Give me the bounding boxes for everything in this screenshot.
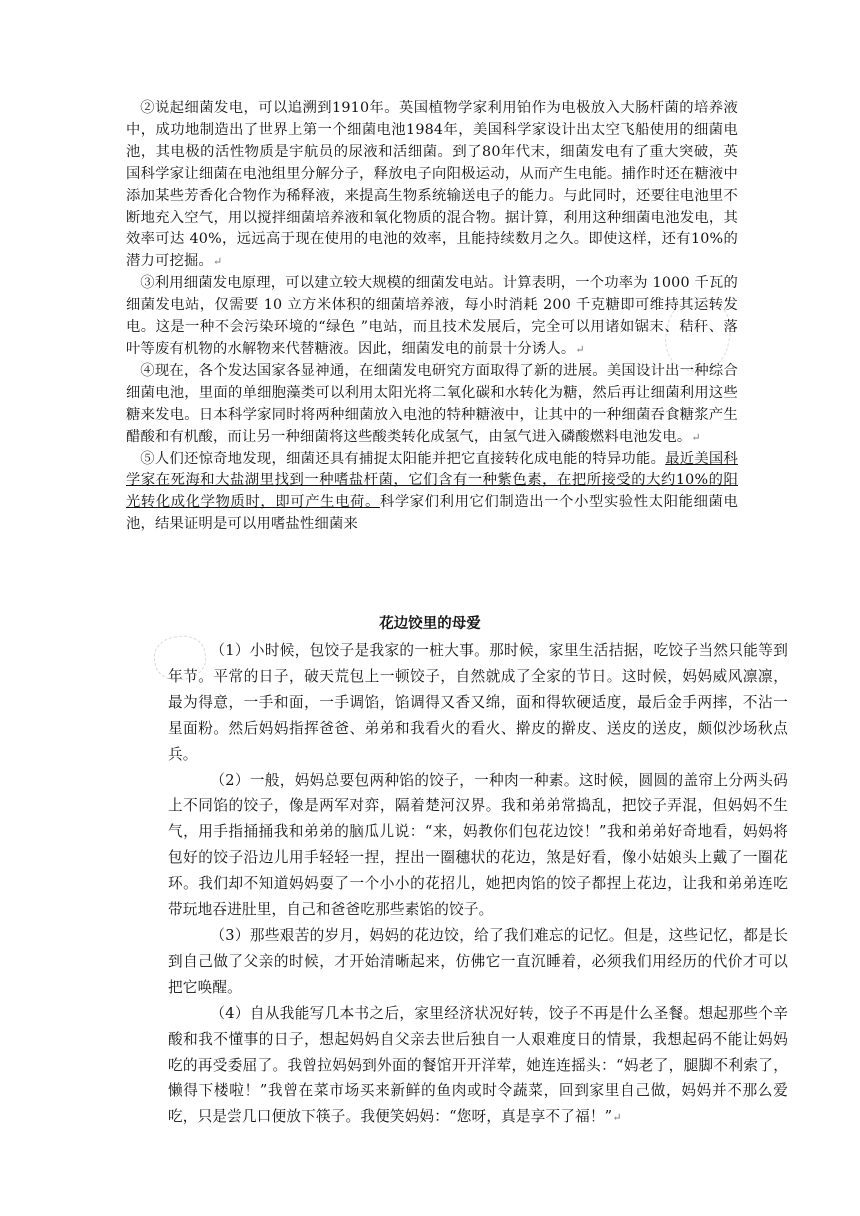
essay-paragraph-1: （1）小时候，包饺子是我家的一桩大事。那时候，家里生活拮据，吃饺子当然只能等到年节。平常的日子，破天荒包上一顿饺子，自然就成了全家的节日。这时候，妈妈威风凛凛，最为得意，一手和面，一手调馅，馅调得又香又绵，面和得软硬适度，最后金手两摔，不沾一星面粉。然后妈妈指挥爸爸、弟弟和我看火的看火、擀皮的擀皮、送皮的送皮，颇似沙场秋点兵。 <box>168 642 788 763</box>
paragraph-2: ②说起细菌发电，可以追溯到1910年。英国植物学家利用铂作为电极放入大肠杆菌的培养液中，成功地制造出了世界上第一个细菌电池1984年，美国科学家设计出太空飞船使用的细菌电池，其电极的活性物质是宇航员的尿液和活细菌。到了80年代末，细菌发电有了重大突破，英国科学家让细菌在电池组里分解分子，释放电子向阳极运动，从而产生电能。捕作时还在糖液中添加某些芳香化合物作为稀释液，来提高生物系统输送电子的能力。与此同时，还要往电池里不断地充入空气，用以搅拌细菌培养液和氧化物质的混合物。据计算，利用这种细菌电池发电，其效率可达 40%，远远高于现在使用的电池的效率，且能持续数月之久。即使这样，还有10%的潜力可挖掘。↵ <box>126 100 738 270</box>
essay-passage <box>168 638 788 1131</box>
paragraph-mark: ↵ <box>612 1111 622 1125</box>
paragraph-mark: ↵ <box>575 342 585 356</box>
science-passage <box>126 98 738 536</box>
essay-title: 花边饺里的母爱 <box>379 616 481 632</box>
essay-paragraph-4: （4）自从我能写几本书之后，家里经济状况好转，饺子不再是什么圣餐。想起那些个辛酸和我不懂事的日子，想起妈妈自父亲去世后独自一人艰难度日的情景，我想起码不能让妈妈吃的再受委屈了。我曾拉妈妈到外面的餐馆开开洋荤，她连连摇头：“妈老了，腿脚不利索了，懒得下楼啦！”我曾在菜市场买来新鲜的鱼肉或时令蔬菜，回到家里自己做，妈妈并不那么爱吃，只是尝几口便放下筷子。我便笑妈妈：“您呀，真是享不了福！”↵ <box>168 1004 788 1126</box>
paragraph-mark: ↵ <box>691 430 701 444</box>
paragraph-3: ③利用细菌发电原理，可以建立较大规模的细菌发电站。计算表明，一个功率为 1000 千瓦的细菌发电站，仅需要 10 立方米体积的细菌培养液，每小时消耗 200 千克糖即可维持其运转发电。这是一种不会污染环境的“绿色 ”电站，而且技术发展后，完全可以用诸如锯末、秸秆、落叶等废有机物的水解物来代替糖液。因此，细菌发电的前景十分诱人。↵ <box>126 275 738 357</box>
essay-paragraph-2: （2）一般，妈妈总要包两种馅的饺子，一种肉一种素。这时候，圆圆的盖帘上分两头码上不同馅的饺子，像是两军对弈，隔着楚河汉界。我和弟弟常捣乱，把饺子弄混，但妈妈不生气，用手指捅捅我和弟弟的脑瓜儿说：“来，妈教你们包花边饺！”我和弟弟好奇地看，妈妈将包好的饺子沿边儿用手轻轻一捏，捏出一圈穗状的花边，煞是好看，像小姑娘头上戴了一圈花环。我们却不知道妈妈耍了一个小小的花招儿，她把肉馅的饺子都捏上花边，让我和弟弟连吃带玩地吞进肚里，自己和爸爸吃那些素馅的饺子。 <box>168 771 788 919</box>
paragraph-mark: ↵ <box>212 255 223 269</box>
paragraph-5: ⑤人们还惊奇地发现，细菌还具有捕捉太阳能并把它直接转化成电能的特异功能。最近美国科学家在死海和大盐湖里找到一种嗜盐杆菌，它们含有一种紫色素，在把所接受的大约10%的阳光转化成化学物质时，即可产生电荷。科学家们利用它们制造出一个小型实验性太阳能细菌电池，结果证明是可以用嗜盐性细菌来 <box>126 450 739 533</box>
essay-paragraph-3: （3）那些艰苦的岁月，妈妈的花边饺，给了我们难忘的记忆。但是，这些记忆，都是长到自己做了父亲的时候，才开始清晰起来，仿佛它一直沉睡着，必须我们用经历的代价才可以把它唤醒。 <box>168 926 788 996</box>
paragraph-4: ④现在，各个发达国家各显神通，在细菌发电研究方面取得了新的进展。美国设计出一种综合细菌电池，里面的单细胞藻类可以利用太阳光将二氧化碳和水转化为糖，然后再让细菌利用这些糖来发电。日本科学家同时将两种细菌放入电池的特种糖液中，让其中的一种细菌吞食糖浆产生醋酸和有机酸，而让另一种细菌将这些酸类转化成氢气，由氢气进入磷酸燃料电池发电。↵ <box>126 362 738 445</box>
underlined-sentence: 最近美国科学家在死海和大盐湖里找到一种嗜盐杆菌，它们含有一种紫色素，在把所接受的大约10%的阳光转化成化学物质时，即可产生电荷。 <box>126 450 739 511</box>
